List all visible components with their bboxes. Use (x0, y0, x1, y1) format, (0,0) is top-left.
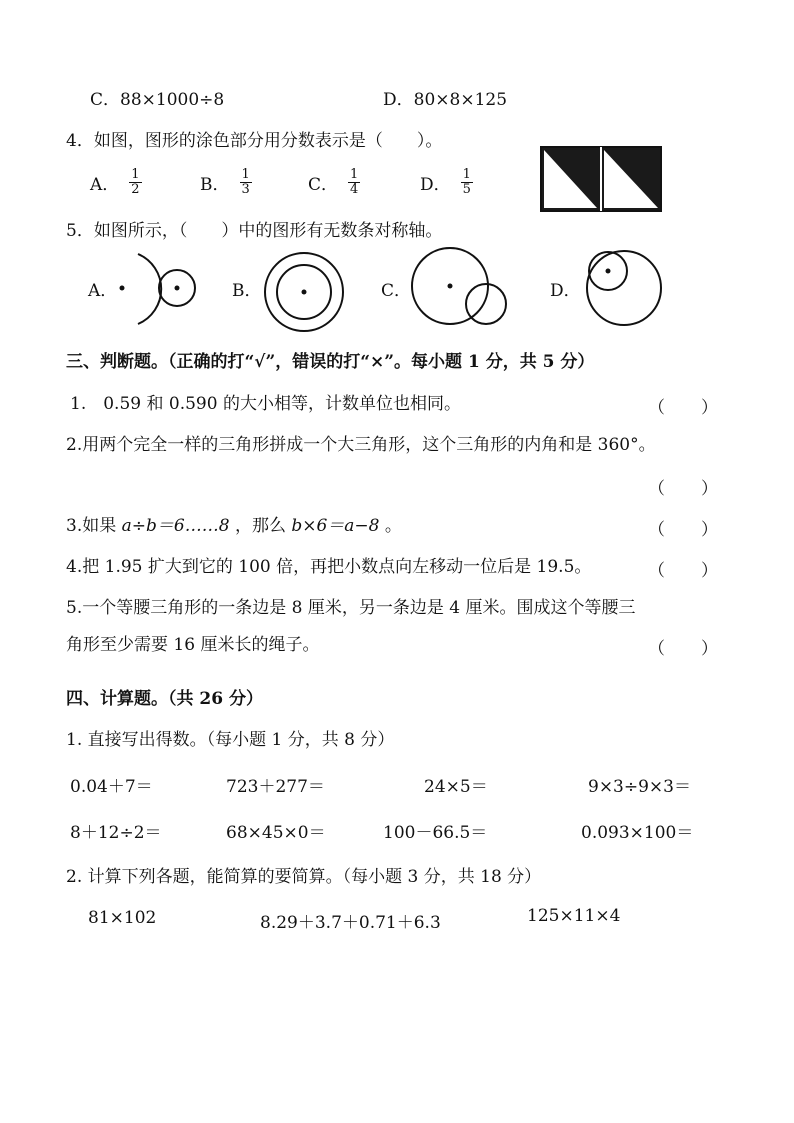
calc-item: 0.04＋7＝ (70, 777, 153, 797)
judge-item-1: 1. 0.59 和 0.590 的大小相等，计数单位也相同。 (70, 394, 461, 414)
paren-right: ） (701, 479, 718, 499)
q4-option-d-label: D． (420, 175, 451, 195)
paren-right: ） (701, 520, 718, 540)
fraction-denominator: 5 (462, 182, 471, 197)
fraction-numerator: 1 (350, 167, 359, 182)
paren-right: ） (701, 398, 718, 418)
q4-option-c (308, 168, 360, 197)
section4-sub2: 2. 计算下列各题，能简算的要简算。（每小题 3 分，共 18 分） (66, 867, 542, 887)
q5-option-c-label: C． (381, 281, 412, 301)
paren-left: （ (648, 398, 665, 418)
q3-option-d: D．80×8×125 (383, 90, 508, 110)
calc-item: 8＋12÷2＝ (70, 823, 162, 843)
paren-right: ） (701, 639, 718, 659)
fraction (348, 168, 360, 197)
judge-item-3-mid: ，那么 (234, 516, 286, 536)
q4-stem: 4．如图，图形的涂色部分用分数表示是（ ）。 (66, 131, 443, 151)
calc-item: 100－66.5＝ (383, 823, 488, 843)
section3-title: 三、判断题。（正确的打“√”，错误的打“×”。每小题 1 分，共 5 分） (66, 352, 595, 372)
calc-item: 723＋277＝ (226, 777, 325, 797)
judge-item-3-prefix: 3.如果 (66, 516, 117, 536)
calc-item: 8.29＋3.7＋0.71＋6.3 (260, 913, 441, 933)
q4-option-d (420, 168, 473, 197)
judge-item-3-end: 。 (384, 516, 402, 536)
fraction-numerator: 1 (462, 167, 471, 182)
calc-item: 125×11×4 (527, 906, 621, 926)
judge-item-5-line1: 5.一个等腰三角形的一条边是 8 厘米，另一条边是 4 厘米。围成这个等腰三 (66, 598, 636, 618)
q4-option-a (90, 168, 142, 197)
figure-d-tangent-circles (584, 246, 664, 328)
paren-right: ） (701, 561, 718, 581)
paren-left: （ (648, 561, 665, 581)
paren-left: （ (648, 479, 665, 499)
q4-option-a-label: A． (90, 175, 120, 195)
figure-b-concentric-circles (262, 250, 346, 334)
calc-item: 68×45×0＝ (226, 823, 326, 843)
judge-item-2: 2.用两个完全一样的三角形拼成一个大三角形，这个三角形的内角和是 360°。 (66, 435, 656, 455)
answer-parens (648, 556, 718, 581)
q5-option-a-label: A． (88, 281, 118, 301)
q4-option-b (200, 168, 252, 197)
judge-item-5-line2: 角形至少需要 16 厘米长的绳子。 (66, 635, 320, 655)
fraction (129, 168, 141, 197)
judge-item-3 (66, 515, 402, 537)
q4-option-b-label: B． (200, 175, 230, 195)
judge-item-4: 4.把 1.95 扩大到它的 100 倍，再把小数点向左移动一位后是 19.5。 (66, 557, 592, 577)
q4-option-c-label: C． (308, 175, 339, 195)
paren-left: （ (648, 639, 665, 659)
fraction (240, 168, 252, 197)
answer-parens (648, 393, 718, 418)
q5-option-b-label: B． (232, 281, 262, 301)
q3-option-c: C．88×1000÷8 (90, 90, 225, 110)
calc-item: 24×5＝ (424, 777, 488, 797)
fraction (461, 168, 473, 197)
answer-parens (648, 474, 718, 499)
answer-parens (648, 634, 718, 659)
shaded-rectangle-figure (540, 146, 662, 212)
judge-item-3-expr1: a÷b＝6……8 (121, 516, 230, 536)
fraction-denominator: 2 (131, 182, 140, 197)
q5-stem: 5．如图所示，（ ）中的图形有无数条对称轴。 (66, 221, 443, 241)
calc-item: 0.093×100＝ (581, 823, 694, 843)
figure-c-intersecting-circles (410, 246, 510, 328)
calc-item: 9×3÷9×3＝ (588, 777, 691, 797)
answer-parens (648, 515, 718, 540)
fraction-numerator: 1 (241, 167, 250, 182)
fraction-numerator: 1 (131, 167, 140, 182)
q5-option-d-label: D． (550, 281, 581, 301)
judge-item-3-expr2: b×6＝a−8 (291, 516, 380, 536)
section4-title: 四、计算题。（共 26 分） (66, 689, 263, 709)
fraction-denominator: 4 (350, 182, 359, 197)
section4-sub1: 1. 直接写出得数。（每小题 1 分，共 8 分） (66, 730, 395, 750)
figure-a-arc-and-circle (112, 252, 202, 328)
fraction-denominator: 3 (241, 182, 250, 197)
calc-item: 81×102 (88, 908, 157, 928)
paren-left: （ (648, 520, 665, 540)
